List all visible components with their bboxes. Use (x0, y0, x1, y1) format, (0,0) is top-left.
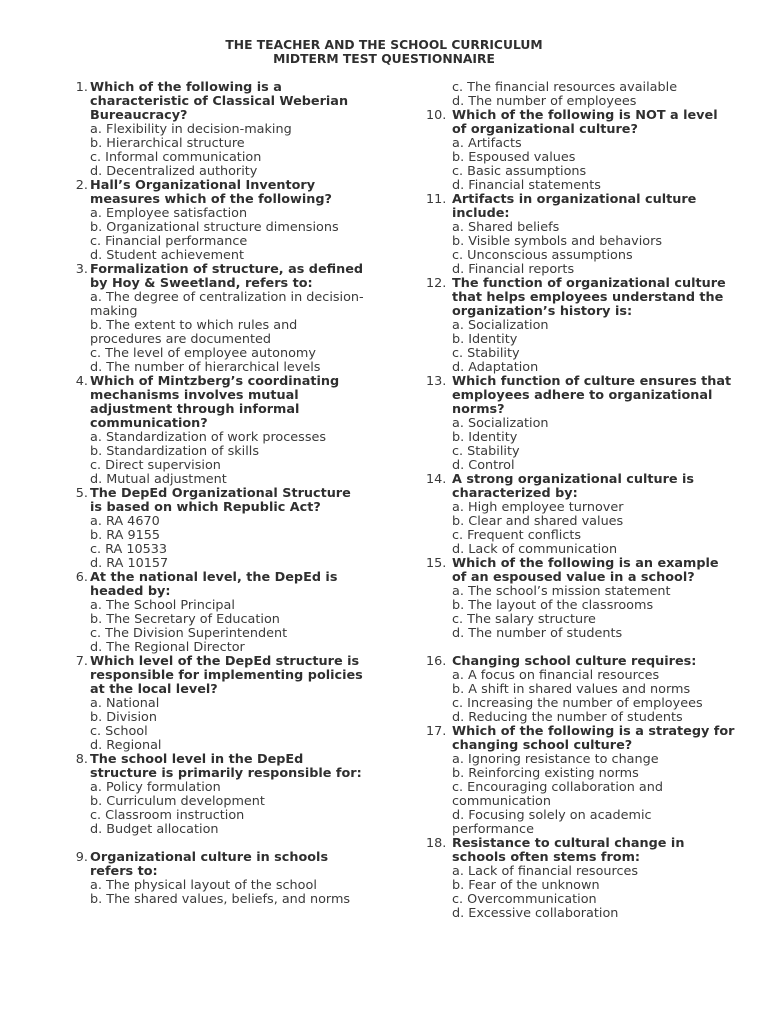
option-b: b. Division (90, 710, 157, 725)
document-title: THE TEACHER AND THE SCHOOL CURRICULUM (225, 38, 543, 52)
question-16 (426, 655, 736, 725)
question-text: Which of the following is a characteristic of Classical Weberian Bureaucracy? (90, 80, 349, 123)
right-column (426, 81, 736, 921)
question-number: 18. (426, 836, 447, 851)
question-number: 16. (426, 654, 447, 669)
option-b: b. Organizational structure dimensions (90, 220, 339, 235)
option-c: c. Basic assumptions (452, 164, 587, 179)
option-d: d. Financial reports (452, 262, 575, 277)
option-c: c. Encouraging collaboration and communication (452, 780, 663, 809)
option-b: b. The layout of the classrooms (452, 598, 654, 613)
question-5 (64, 487, 364, 571)
option-a: a. The degree of centralization in decision-making (90, 290, 364, 319)
option-a: a. Policy formulation (90, 780, 221, 795)
option-c: c. Overcommunication (452, 892, 597, 907)
spacer (64, 837, 364, 851)
question-number: 7. (75, 654, 88, 669)
option-d: d. Regional (90, 738, 162, 753)
option-b: b. The Secretary of Education (90, 612, 280, 627)
question-text: Formalization of structure, as defined by Hoy & Sweetland, refers to: (90, 262, 364, 291)
option-d: d. Excessive collaboration (452, 906, 619, 921)
question-number: 15. (426, 556, 447, 571)
question-7 (64, 655, 364, 753)
option-b: b. Visible symbols and behaviors (452, 234, 663, 249)
option-b: b. Clear and shared values (452, 514, 624, 529)
question-text: Changing school culture requires: (452, 654, 697, 669)
question-14 (426, 473, 736, 557)
question-text: Resistance to cultural change in schools often stems from: (452, 836, 685, 865)
option-b: b. A shift in shared values and norms (452, 682, 691, 697)
option-c: c. Stability (452, 346, 520, 361)
question-text: The function of organizational culture that helps employees understand the organization’s history is: (452, 276, 726, 319)
question-number: 6. (75, 570, 88, 585)
option-a: a. Flexibility in decision-making (90, 122, 292, 137)
option-d: d. Adaptation (452, 360, 539, 375)
question-17 (426, 725, 736, 837)
question-10 (426, 109, 736, 193)
option-c: c. RA 10533 (90, 542, 168, 557)
option-d: d. Reducing the number of students (452, 710, 683, 725)
option-c: c. Unconscious assumptions (452, 248, 633, 263)
option-d: d. Student achievement (90, 248, 245, 263)
option-b: b. Standardization of skills (90, 444, 259, 459)
option-b: b. Reinforcing existing norms (452, 766, 639, 781)
option-d: d. Lack of communication (452, 542, 618, 557)
question-4 (64, 375, 364, 487)
option-d: d. Financial statements (452, 178, 601, 193)
question-number: 3. (75, 262, 88, 277)
question-6 (64, 571, 364, 655)
question-text: Which level of the DepEd structure is responsible for implementing policies at the local level? (90, 654, 363, 697)
question-text: Which of the following is a strategy for changing school culture? (452, 724, 735, 753)
question-number: 10. (426, 108, 447, 123)
document-subtitle: MIDTERM TEST QUESTIONNAIRE (273, 52, 495, 66)
question-8 (64, 753, 364, 837)
option-b: b. The extent to which rules and procedures are documented (90, 318, 298, 347)
question-3 (64, 263, 364, 375)
question-text: The DepEd Organizational Structure is based on which Republic Act? (90, 486, 351, 515)
option-c: c. Informal communication (90, 150, 262, 165)
option-b: b. Hierarchical structure (90, 136, 245, 151)
option-a: a. Artifacts (452, 136, 522, 151)
option-a: a. The School Principal (90, 598, 235, 613)
option-d: d. The number of hierarchical levels (90, 360, 321, 375)
question-18 (426, 837, 736, 921)
question-text: Which of the following is an example of an espoused value in a school? (452, 556, 719, 585)
option-a: a. High employee turnover (452, 500, 624, 515)
option-c: c. The Division Superintendent (90, 626, 288, 641)
option-a: a. Ignoring resistance to change (452, 752, 659, 767)
question-text: The school level in the DepEd structure is primarily responsible for: (90, 752, 362, 781)
option-d: d. Control (452, 458, 515, 473)
option-c: c. The financial resources available (452, 80, 678, 95)
question-number: 9. (75, 850, 88, 865)
option-a: a. Socialization (452, 318, 549, 333)
option-d: d. Decentralized authority (90, 164, 258, 179)
option-d: d. The number of employees (452, 94, 637, 109)
question-text: Artifacts in organizational culture include: (452, 192, 697, 221)
option-c: c. Stability (452, 444, 520, 459)
option-a: a. Socialization (452, 416, 549, 431)
question-9-continuation (426, 81, 736, 109)
option-d: d. The Regional Director (90, 640, 245, 655)
question-11 (426, 193, 736, 277)
option-c: c. School (90, 724, 148, 739)
option-c: c. Frequent conflicts (452, 528, 582, 543)
question-1 (64, 81, 364, 179)
question-number: 4. (75, 374, 88, 389)
option-b: b. Identity (452, 430, 518, 445)
option-a: a. Employee satisfaction (90, 206, 248, 221)
document-header (0, 38, 768, 66)
option-c: c. The level of employee autonomy (90, 346, 316, 361)
question-number: 8. (75, 752, 88, 767)
option-a: a. National (90, 696, 160, 711)
option-a: a. Shared beliefs (452, 220, 560, 235)
option-a: a. The physical layout of the school (90, 878, 317, 893)
option-c: c. Direct supervision (90, 458, 221, 473)
question-text: Hall’s Organizational Inventory measures which of the following? (90, 178, 332, 207)
question-12 (426, 277, 736, 375)
question-number: 12. (426, 276, 447, 291)
option-d: d. RA 10157 (90, 556, 169, 571)
question-text: Which of Mintzberg’s coordinating mechanisms involves mutual adjustment through informal communication? (90, 374, 340, 431)
option-b: b. Identity (452, 332, 518, 347)
option-d: d. Mutual adjustment (90, 472, 227, 487)
option-a: a. Standardization of work processes (90, 430, 327, 445)
option-c: c. Increasing the number of employees (452, 696, 703, 711)
question-number: 13. (426, 374, 447, 389)
question-13 (426, 375, 736, 473)
question-number: 17. (426, 724, 447, 739)
question-text: At the national level, the DepEd is headed by: (90, 570, 338, 599)
option-b: b. Espoused values (452, 150, 576, 165)
option-a: a. RA 4670 (90, 514, 160, 529)
question-number: 2. (75, 178, 88, 193)
question-text: Organizational culture in schools refers to: (90, 850, 329, 879)
option-d: d. The number of students (452, 626, 623, 641)
question-number: 1. (75, 80, 88, 95)
option-b: b. Curriculum development (90, 794, 265, 809)
question-text: Which function of culture ensures that employees adhere to organizational norms? (452, 374, 732, 417)
question-2 (64, 179, 364, 263)
question-9 (64, 851, 364, 907)
option-d: d. Budget allocation (90, 822, 219, 837)
spacer (426, 641, 736, 655)
option-d: d. Focusing solely on academic performance (452, 808, 652, 837)
left-column (64, 81, 364, 907)
option-a: a. Lack of financial resources (452, 864, 639, 879)
question-text: A strong organizational culture is characterized by: (452, 472, 695, 501)
question-text: Which of the following is NOT a level of organizational culture? (452, 108, 718, 137)
option-a: a. The school’s mission statement (452, 584, 671, 599)
question-number: 5. (75, 486, 88, 501)
question-15 (426, 557, 736, 641)
option-c: c. Financial performance (90, 234, 248, 249)
option-c: c. The salary structure (452, 612, 596, 627)
option-a: a. A focus on financial resources (452, 668, 660, 683)
option-b: b. The shared values, beliefs, and norms (90, 892, 351, 907)
question-number: 14. (426, 472, 447, 487)
option-c: c. Classroom instruction (90, 808, 245, 823)
option-b: b. Fear of the unknown (452, 878, 600, 893)
question-number: 11. (426, 192, 447, 207)
option-b: b. RA 9155 (90, 528, 161, 543)
